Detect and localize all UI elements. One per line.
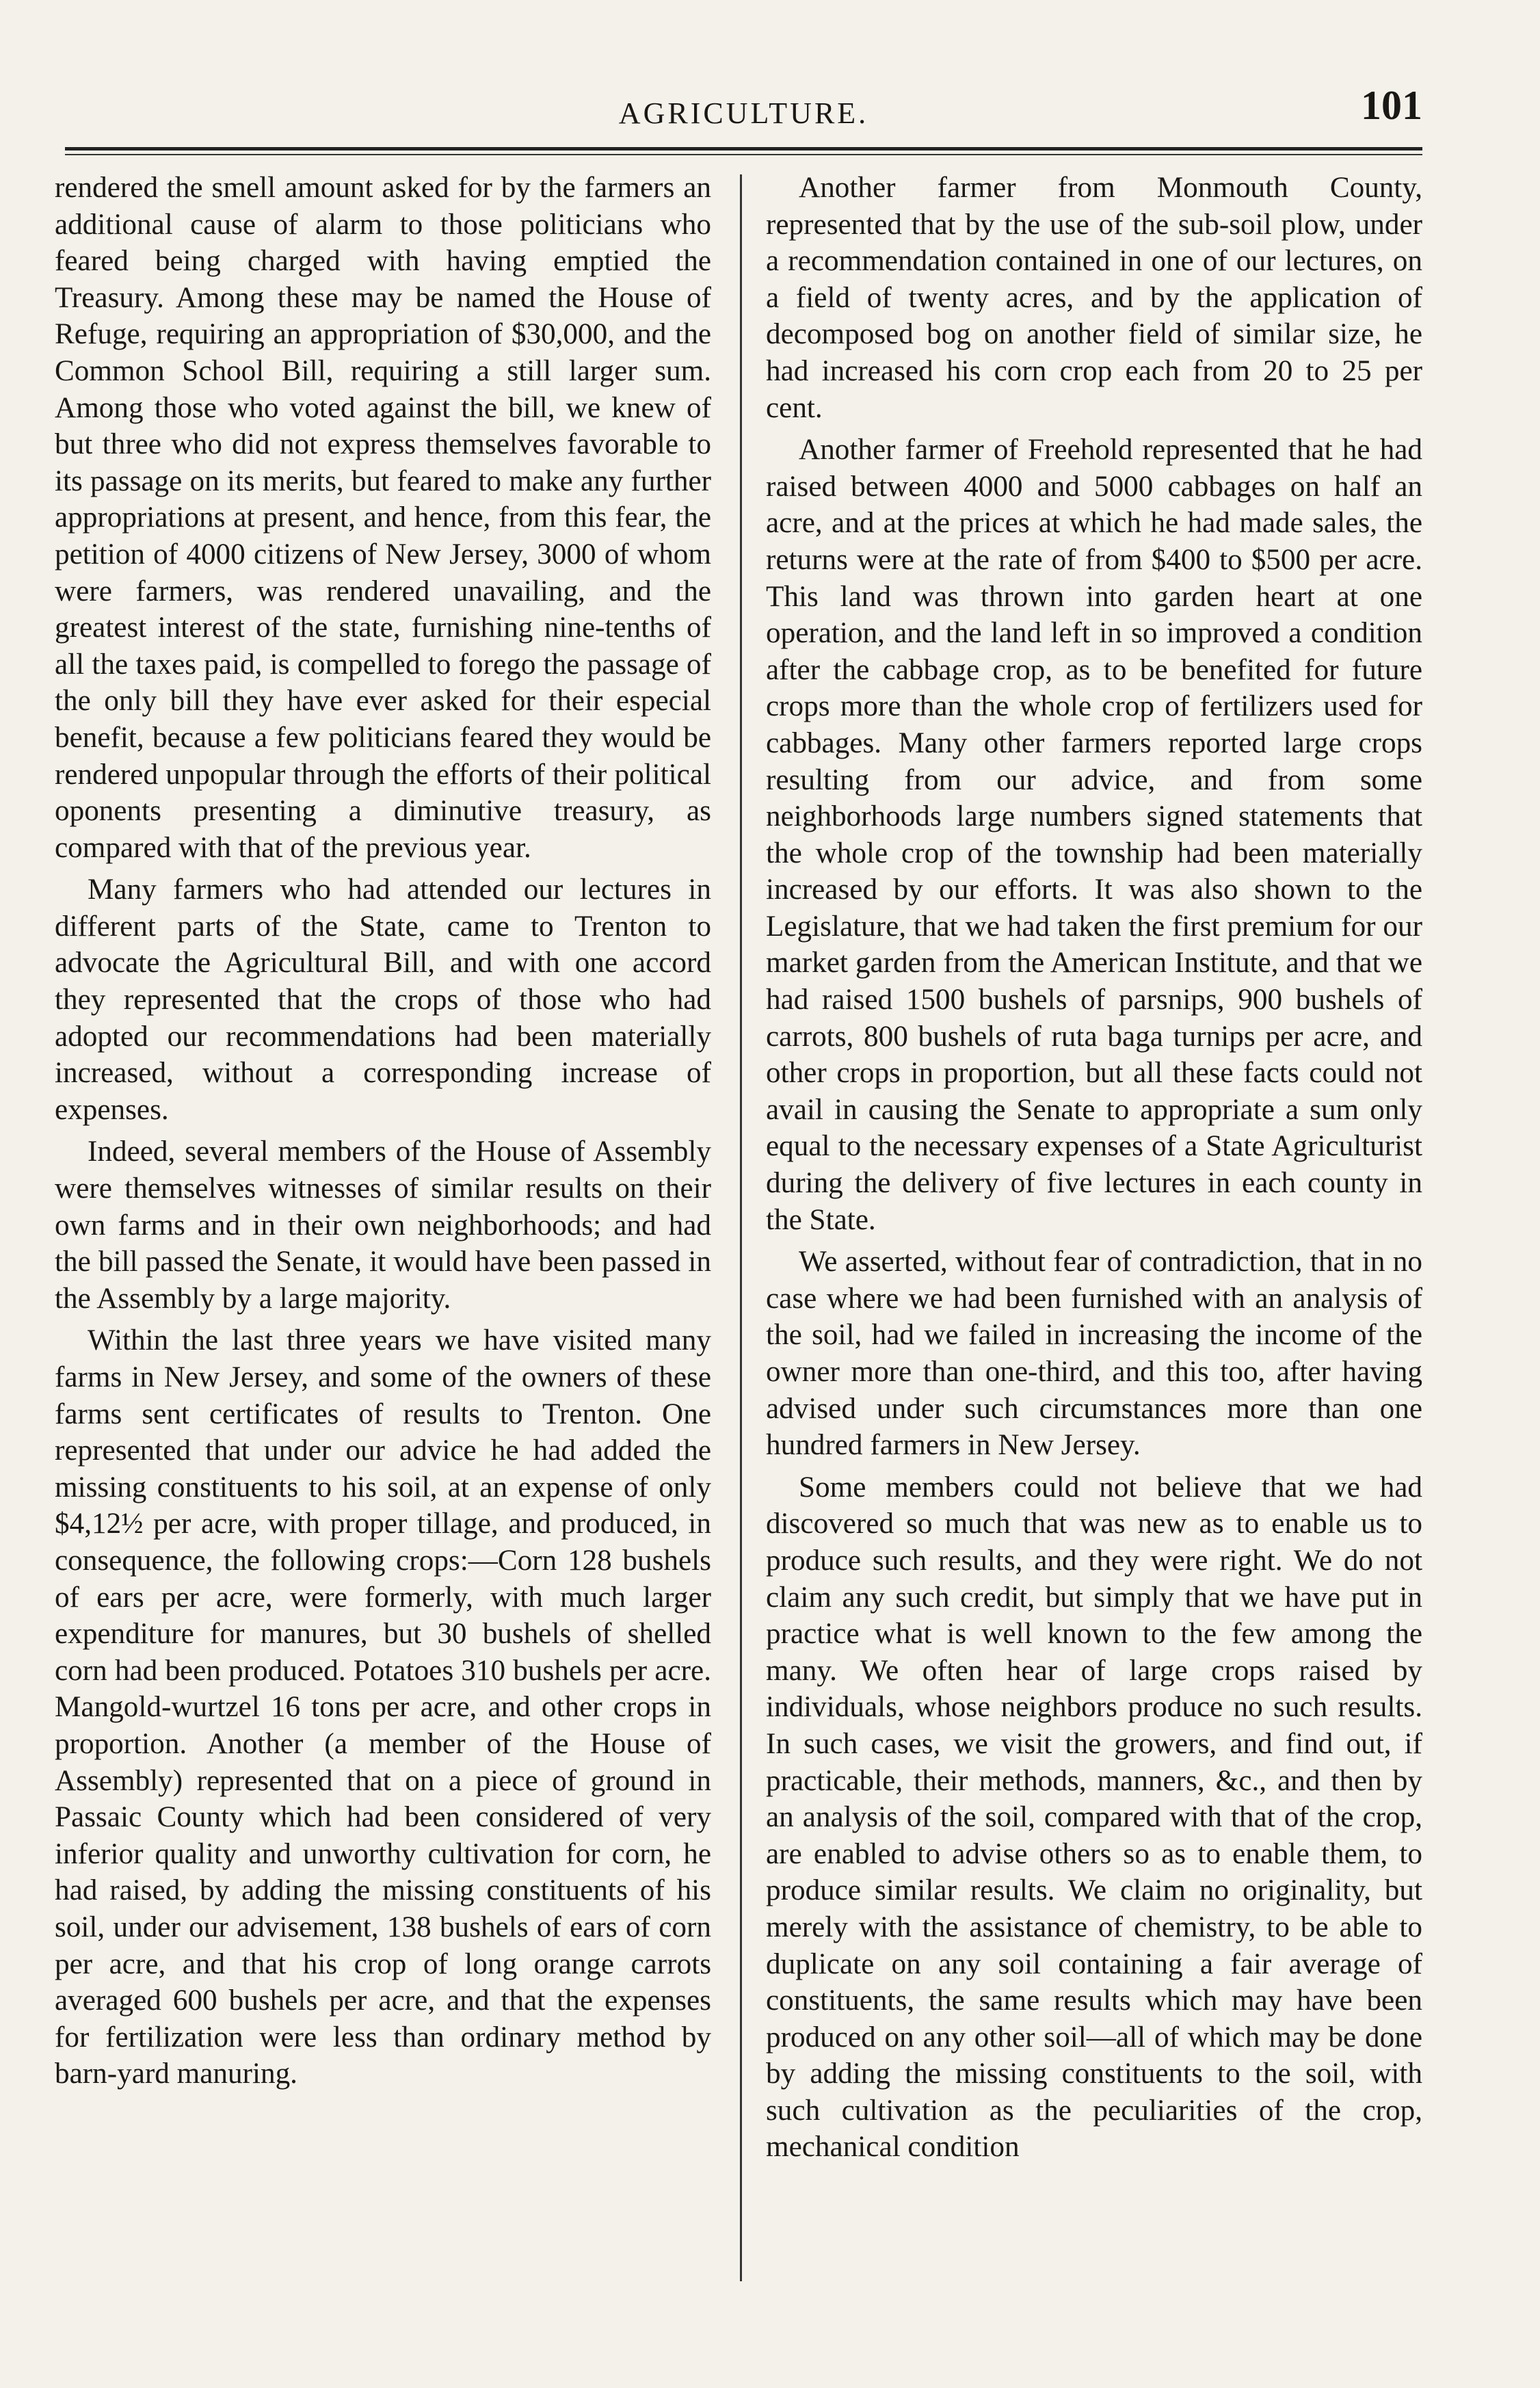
left-column (55, 170, 711, 2304)
running-head: AGRICULTURE. (618, 96, 869, 130)
header-rule-thin (65, 154, 1422, 155)
paragraph: Many farmers who had attended our lectures in different parts of the State, came to Trenton to advocate the Agricultural Bill, and with one accord they represented that the crops of those who had adopted our recommendations had been materially increased, without a corresponding increase of expenses. (55, 874, 711, 1126)
header-rule-thick (65, 147, 1422, 150)
paragraph: Indeed, several members of the House of Assembly were themselves witnesses of similar results on their own farms and in their own neighborhoods; and had the bill passed the Senate, it would have been passed in the Assembly by a large majority. (55, 1136, 711, 1315)
page-number: 101 (1361, 83, 1422, 128)
column-divider (740, 174, 742, 2281)
paragraph: Within the last three years we have visited many farms in New Jersey, and some of the owners of these farms sent certificates of results to Trenton. One represented that under our advice he had added the missing constituents to his soil, at an expense of only $4,12½ per acre, with proper tillage, and produced, in consequence, the following crops:—Corn 128 bushels of ears per acre, were formerly, with much larger expenditure for manures, but 30 bushels of shelled corn had been produced. Potatoes 310 bushels per acre. Mangold-wurtzel 16 tons per acre, and other crops in proportion. Another (a member of the House of Assembly) represented that on a piece of ground in Passaic County which had been considered of very inferior quality and unworthy cultivation for corn, he had raised, by adding the missing constituents of his soil, under our advisement, 138 bushels of ears of corn per acre, and that his crop of long orange carrots averaged 600 bushels per acre, and that the expenses for fertilization were less than ordinary method by barn-yard manuring. (55, 1324, 711, 2090)
paragraph: rendered the smell amount asked for by the farmers an additional cause of alarm to those politicians who feared being charged with having emptied the Treasury. Among these may be named the House of Refuge, requiring an appropriation of $30,000, and the Common School Bill, requiring a still larger sum. Among those who voted against the bill, we knew of but three who did not express themselves favorable to its passage on its merits, but feared to make any further appropriations at present, and hence, from this fear, the petition of 4000 citizens of New Jersey, 3000 of whom were farmers, was rendered unavailing, and the greatest interest of the state, furnishing nine-tenths of all the taxes paid, is compelled to forego the passage of the only bill they have ever asked for their especial benefit, because a few politicians feared they would be rendered unpopular through the efforts of their political oponents presenting a diminutive treasury, as compared with that of the previous year. (55, 172, 711, 864)
page-header (65, 82, 1422, 144)
right-column (766, 170, 1422, 2304)
paragraph: We asserted, without fear of contradiction, that in no case where we had been furnished with an analysis of the soil, had we failed in increasing the income of the owner more than one-third, and this too, after having advised under such circumstances more than one hundred farmers in New Jersey. (766, 1246, 1422, 1462)
paragraph: Another farmer of Freehold represented that he had raised between 4000 and 5000 cabbages on half an acre, and at the prices at which he had made sales, the returns were at the rate of from $400 to $500 per acre. This land was thrown into garden heart at one operation, and the land left in so improved a condition after the cabbage crop, as to be benefited for future crops more than the whole crop of fertilizers used for cabbages. Many other farmers reported large crops resulting from our advice, and from some neighborhoods large numbers signed statements that the whole crop of the township had been materially increased by our efforts. It was also shown to the Legislature, that we had taken the first premium for our market garden from the American Institute, and that we had raised 1500 bushels of parsnips, 900 bushels of carrots, 800 bushels of ruta baga turnips per acre, and other crops in proportion, but all these facts could not avail in causing the Senate to appropriate a sum only equal to the necessary expenses of a State Agriculturist during the delivery of five lectures in each county in the State. (766, 434, 1422, 1236)
paragraph: Some members could not believe that we had discovered so much that was new as to enable us to produce such results, and they were right. We do not claim any such credit, but simply that we have put in practice what is well known to the few among the many. We often hear of large crops raised by individuals, whose neighbors produce no such results. In such cases, we visit the growers, and find out, if practicable, their methods, manners, &c., and then by an analysis of the soil, compared with that of the crop, are enabled to advise others so as to enable them, to produce similar results. We claim no originality, but merely with the assistance of chemistry, to be able to duplicate on any soil containing a fair average of constituents, the same results which may have been produced on any other soil—all of which may be done by adding the missing constituents to the soil, with such cultivation as the peculiarities of the crop, mechanical condition (766, 1471, 1422, 2164)
paragraph: Another farmer from Monmouth County, represented that by the use of the sub-soil plow, under a recommendation contained in one of our lectures, on a field of twenty acres, and by the application of decomposed bog on another field of similar size, he had increased his corn crop each from 20 to 25 per cent. (766, 172, 1422, 424)
